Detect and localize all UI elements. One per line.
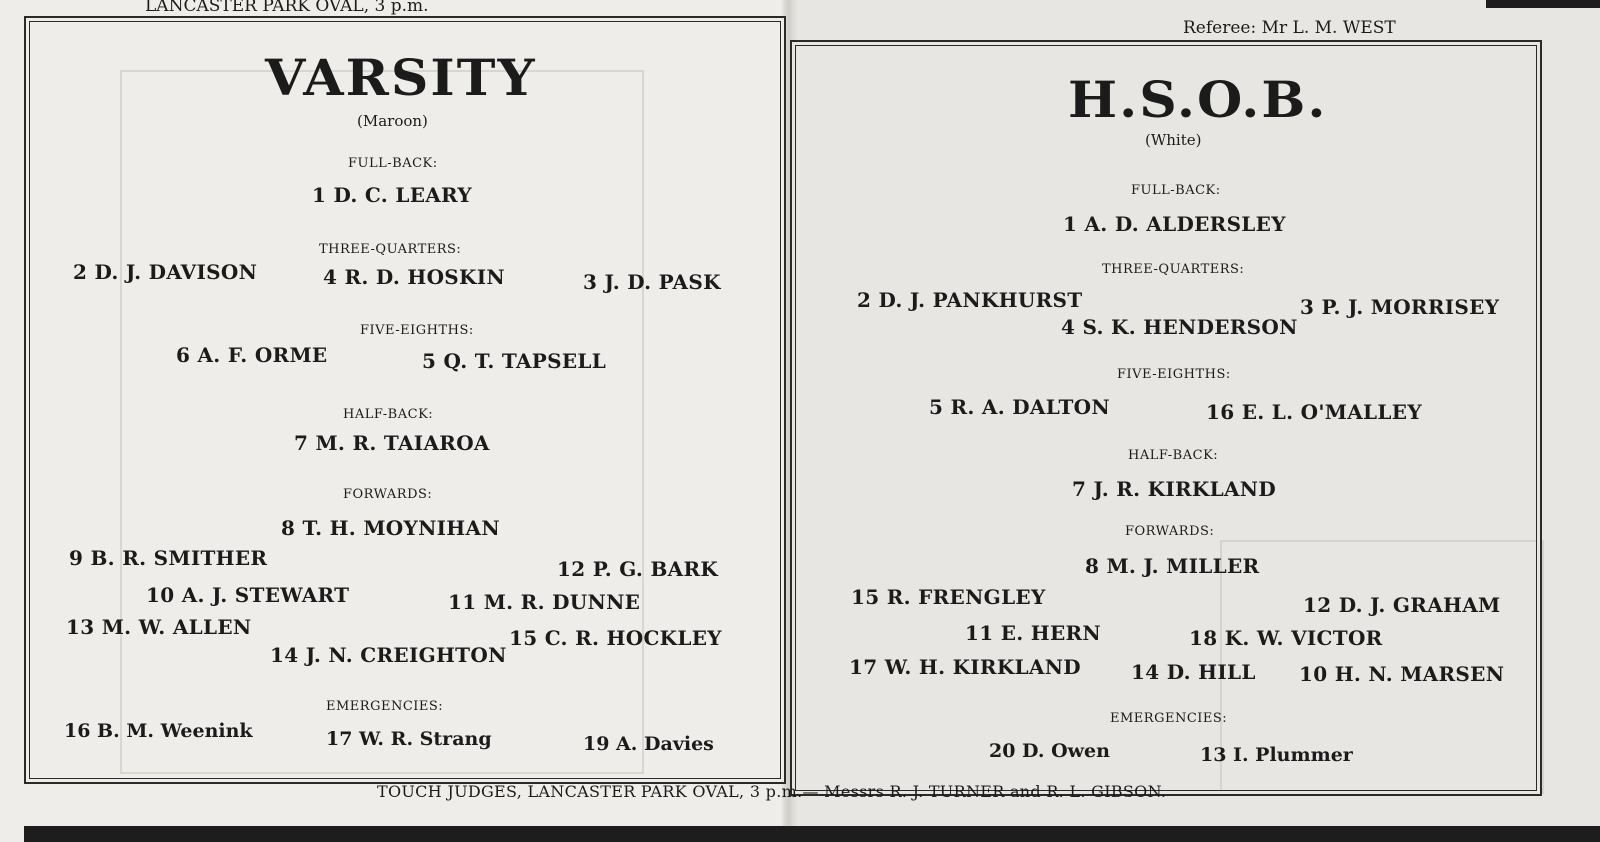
hsob-fiveeighths-label: FIVE-EIGHTHS: bbox=[1117, 367, 1231, 382]
hsob-forwards-label: FORWARDS: bbox=[1125, 524, 1215, 539]
hsob-player: 18 K. W. VICTOR bbox=[1189, 626, 1383, 650]
varsity-player: 6 A. F. ORME bbox=[176, 343, 328, 367]
varsity-player: 15 C. R. HOCKLEY bbox=[509, 626, 722, 650]
bottom-bar bbox=[24, 826, 1600, 842]
varsity-player: 10 A. J. STEWART bbox=[146, 583, 350, 607]
varsity-forwards-label: FORWARDS: bbox=[343, 487, 433, 502]
hsob-player: 3 P. J. MORRISEY bbox=[1300, 295, 1500, 319]
varsity-player: 14 J. N. CREIGHTON bbox=[270, 643, 507, 667]
hsob-emergencies-label: EMERGENCIES: bbox=[1110, 711, 1228, 726]
varsity-player: 4 R. D. HOSKIN bbox=[323, 265, 505, 289]
hsob-player: 2 D. J. PANKHURST bbox=[857, 288, 1083, 312]
hsob-player: 10 H. N. MARSEN bbox=[1299, 662, 1505, 686]
varsity-player: 9 B. R. SMITHER bbox=[69, 546, 268, 570]
varsity-player: 11 M. R. DUNNE bbox=[448, 590, 641, 614]
varsity-player: 12 P. G. BARK bbox=[557, 557, 719, 581]
hsob-emergency: 20 D. Owen bbox=[989, 740, 1110, 762]
venue-line: LANCASTER PARK OVAL, 3 p.m. bbox=[145, 0, 429, 16]
referee-line: Referee: Mr L. M. WEST bbox=[1183, 18, 1396, 38]
hsob-player: 14 D. HILL bbox=[1131, 660, 1256, 684]
varsity-player: 5 Q. T. TAPSELL bbox=[422, 349, 607, 373]
hsob-threequarters-label: THREE-QUARTERS: bbox=[1102, 262, 1245, 277]
hsob-player: 12 D. J. GRAHAM bbox=[1303, 593, 1501, 617]
varsity-threequarters-label: THREE-QUARTERS: bbox=[319, 242, 462, 257]
varsity-emergency: 19 A. Davies bbox=[583, 733, 714, 755]
varsity-player: 2 D. J. DAVISON bbox=[73, 260, 258, 284]
hsob-player: 17 W. H. KIRKLAND bbox=[849, 655, 1081, 679]
varsity-panel bbox=[24, 16, 786, 784]
varsity-fullback-label: FULL-BACK: bbox=[348, 156, 438, 171]
varsity-emergency: 16 B. M. Weenink bbox=[64, 720, 253, 742]
varsity-fiveeighths-label: FIVE-EIGHTHS: bbox=[360, 323, 474, 338]
hsob-emergency: 13 I. Plummer bbox=[1200, 744, 1353, 766]
hsob-colour: (White) bbox=[1145, 131, 1202, 149]
varsity-player: 8 T. H. MOYNIHAN bbox=[281, 516, 500, 540]
hsob-player: 15 R. FRENGLEY bbox=[851, 585, 1046, 609]
varsity-title: VARSITY bbox=[265, 49, 537, 108]
hsob-fullback-label: FULL-BACK: bbox=[1131, 183, 1221, 198]
hsob-player: 5 R. A. DALTON bbox=[929, 395, 1110, 419]
varsity-player: 3 J. D. PASK bbox=[583, 270, 721, 294]
varsity-colour: (Maroon) bbox=[357, 112, 428, 130]
varsity-halfback-label: HALF-BACK: bbox=[343, 407, 434, 422]
hsob-fullback: 1 A. D. ALDERSLEY bbox=[1063, 212, 1286, 236]
hsob-title: H.S.O.B. bbox=[1068, 71, 1328, 130]
hsob-halfback-label: HALF-BACK: bbox=[1128, 448, 1219, 463]
varsity-player: 13 M. W. ALLEN bbox=[66, 615, 252, 639]
hsob-player: 4 S. K. HENDERSON bbox=[1061, 315, 1298, 339]
varsity-halfback: 7 M. R. TAIAROA bbox=[294, 431, 490, 455]
varsity-emergencies-label: EMERGENCIES: bbox=[326, 699, 444, 714]
varsity-fullback: 1 D. C. LEARY bbox=[312, 183, 472, 207]
hsob-player: 11 E. HERN bbox=[965, 621, 1102, 645]
touch-judges-line: TOUCH JUDGES, LANCASTER PARK OVAL, 3 p.m.— Messrs R. J. TURNER and R. L. GIBSON. bbox=[377, 782, 1167, 801]
varsity-emergency: 17 W. R. Strang bbox=[326, 728, 492, 750]
hsob-halfback: 7 J. R. KIRKLAND bbox=[1072, 477, 1277, 501]
hsob-player: 8 M. J. MILLER bbox=[1085, 554, 1260, 578]
hsob-player: 16 E. L. O'MALLEY bbox=[1206, 400, 1422, 424]
corner-bar bbox=[1486, 0, 1600, 8]
